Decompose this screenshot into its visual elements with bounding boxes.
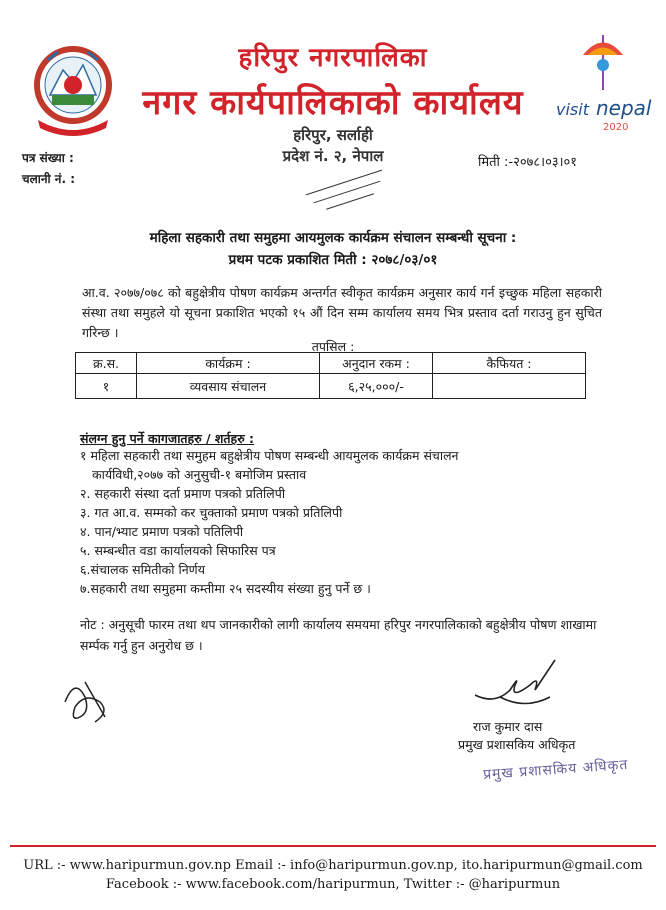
signatory-name: राज कुमार दास [473, 719, 543, 734]
cell-amount: ६,२५,०००/- [320, 374, 433, 399]
list-item: २. सहकारी संस्था दर्ता प्रमाण पत्रको प्रतिलिपी [80, 486, 286, 501]
list-item: ७.सहकारी तथा समुहमा कम्तीमा २५ सदस्यीय संख्या हुनु पर्ने छ । [80, 581, 371, 596]
footer-divider [10, 845, 656, 847]
table-header-row [76, 353, 586, 374]
letter-date: मिती :-२०७८।०३।०१ [478, 155, 578, 170]
table-row [76, 374, 586, 399]
cell-program: व्यवसाय संचालन [137, 374, 320, 399]
notice-published-date: प्रथम पटक प्रकाशित मिती : २०७८/०३/०१ [228, 252, 438, 268]
signatory-title: प्रमुख प्रशासकिय अधिकृत [458, 737, 576, 752]
officer-signature [470, 655, 565, 713]
year-text: 2020 [603, 122, 629, 133]
visit-nepal-logo [548, 30, 658, 140]
footer-contact: URL :- www.haripurmun.gov.np Email :- info@haripurmun.gov.np, ito.haripurmun@gmail.com [23, 858, 643, 873]
initial-signature [55, 672, 115, 732]
visit-text: visit [556, 100, 589, 119]
notice-body: आ.व. २०७७/०७८ को बहुक्षेत्रीय पोषण कार्यक्रम अन्तर्गत स्वीकृत कार्यक्रम अनुसार कार्य गर्न इच्छुक महिला सहकारी संस्था तथा समुहले यो सूचना प्रकाशित भएको १५ औं दिन सम्म कार्यालय समय भित्र प्रस्ताव दर्ता गराउनु हुन सुचित गरिन्छ । [82, 285, 602, 340]
attachments-heading: संलग्न हुनु पर्ने कागजातहरु / शर्तहरु : [80, 431, 255, 446]
details-label: तपसिल : [311, 339, 355, 354]
grant-table [75, 352, 586, 399]
list-item: ६.संचालक समितीको निर्णय [80, 562, 205, 577]
letter-number-label: पत्र संख्या : [22, 151, 74, 165]
col-remarks: कैफियत : [433, 353, 586, 374]
designation-stamp: प्रमुख प्रशासकिय अधिकृत [482, 756, 629, 784]
col-amount: अनुदान रकम : [320, 353, 433, 374]
office-name: नगर कार्यपालिकाको कार्यालय [142, 83, 524, 123]
cell-serial: १ [76, 374, 137, 399]
col-serial: क्र.स. [76, 353, 137, 374]
footer-social: Facebook :- www.facebook.com/haripurmun, Twitter :- @haripurmun [105, 877, 561, 892]
attachments-list [80, 446, 560, 598]
list-item: १ महिला सहकारी तथा समुहम बहुक्षेत्रीय पोषण सम्बन्धी आयमुलक कार्यक्रम संचालन [80, 448, 459, 463]
notice-title: महिला सहकारी तथा समुहमा आयमुलक कार्यक्रम संचालन सम्बन्धी सूचना : [149, 230, 517, 246]
cell-remarks [433, 374, 586, 399]
list-item: ३. गत आ.व. सम्मको कर चुक्ताको प्रमाण पत्रको प्रतिलिपी [80, 505, 343, 520]
office-stamp [297, 162, 397, 222]
list-item: ५. सम्बन्धीत वडा कार्यालयको सिफारिस पत्र [80, 543, 276, 558]
address-line-1: हरिपुर, सर्लाही [293, 126, 373, 144]
nepal-text: nepal [596, 96, 652, 120]
note-text: नोट : अनुसूची फारम तथा थप जानकारीको लागी कार्यालय समयमा हरिपुर नगरपालिकाको बहुक्षेत्रीय पोषण शाखामा सर्म्पक गर्नु हुन अनुरोध छ । [80, 617, 597, 653]
col-program: कार्यक्रम : [137, 353, 320, 374]
org-name: हरिपुर नगरपालिका [238, 43, 428, 73]
dispatch-number-label: चलानी नं. : [22, 172, 76, 186]
address-line-2: प्रदेश नं. २, नेपाल [282, 147, 384, 165]
list-item: ४. पान/भ्याट प्रमाण पत्रको पतिलिपी [80, 524, 244, 539]
list-item: कार्यविधी,२०७७ को अनुसुची-१ बमोजिम प्रस्ताव [92, 467, 307, 482]
